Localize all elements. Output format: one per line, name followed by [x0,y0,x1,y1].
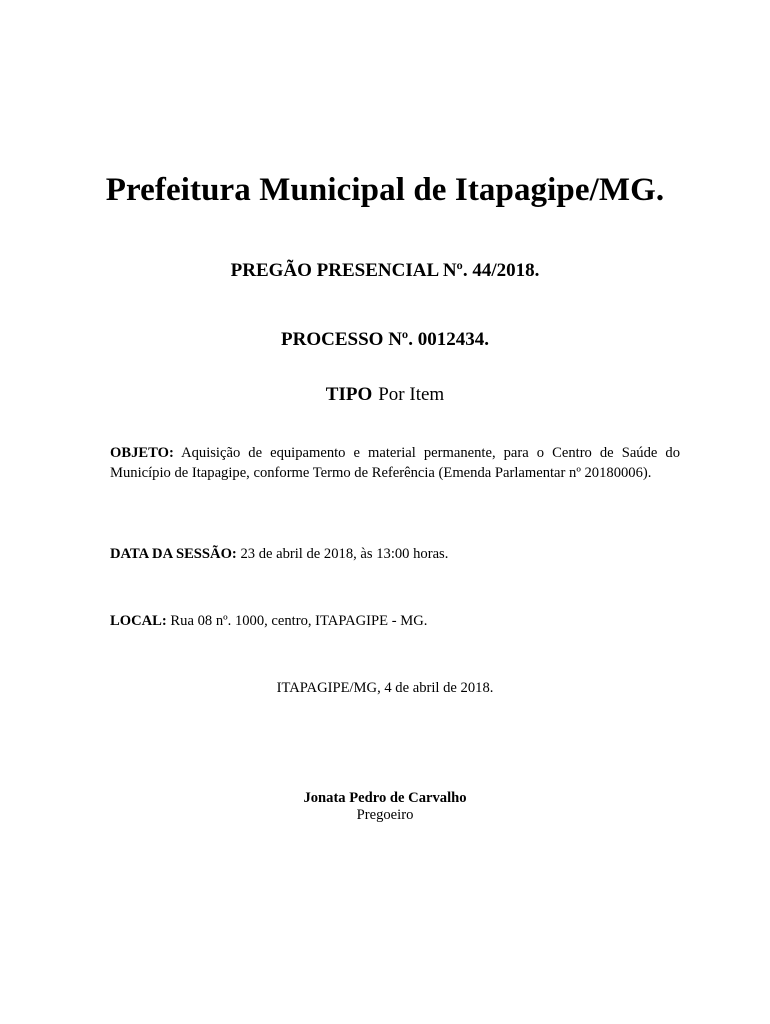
tipo-value: Por Item [378,384,445,405]
data-sessao-label: DATA DA SESSÃO: [110,546,237,562]
data-sessao-text: 23 de abril de 2018, às 13:00 horas. [240,546,449,562]
local-text: Rua 08 nº. 1000, centro, ITAPAGIPE - MG. [170,613,428,629]
document-title: Prefeitura Municipal de Itapagipe/MG. [105,172,665,208]
local-label: LOCAL: [110,613,167,629]
place-date: ITAPAGIPE/MG, 4 de abril de 2018. [276,680,494,696]
tipo-label: TIPO [325,384,373,405]
signatory-name: Jonata Pedro de Carvalho [303,790,467,806]
processo-number: PROCESSO Nº. 0012434. [281,329,489,350]
pregao-number: PREGÃO PRESENCIAL Nº. 44/2018. [230,260,540,281]
signatory-role: Pregoeiro [356,807,414,823]
objeto-label: OBJETO: [110,445,174,461]
objeto-paragraph [110,444,680,483]
objeto-text: Aquisição de equipamento e material permanente, para o Centro de Saúde do Município de Itapagipe, conforme Termo de Referência (Emenda Parlamentar nº 20180006). [110,445,681,481]
tipo-line [0,384,770,406]
data-sessao-line [110,545,680,565]
local-line [110,612,680,632]
